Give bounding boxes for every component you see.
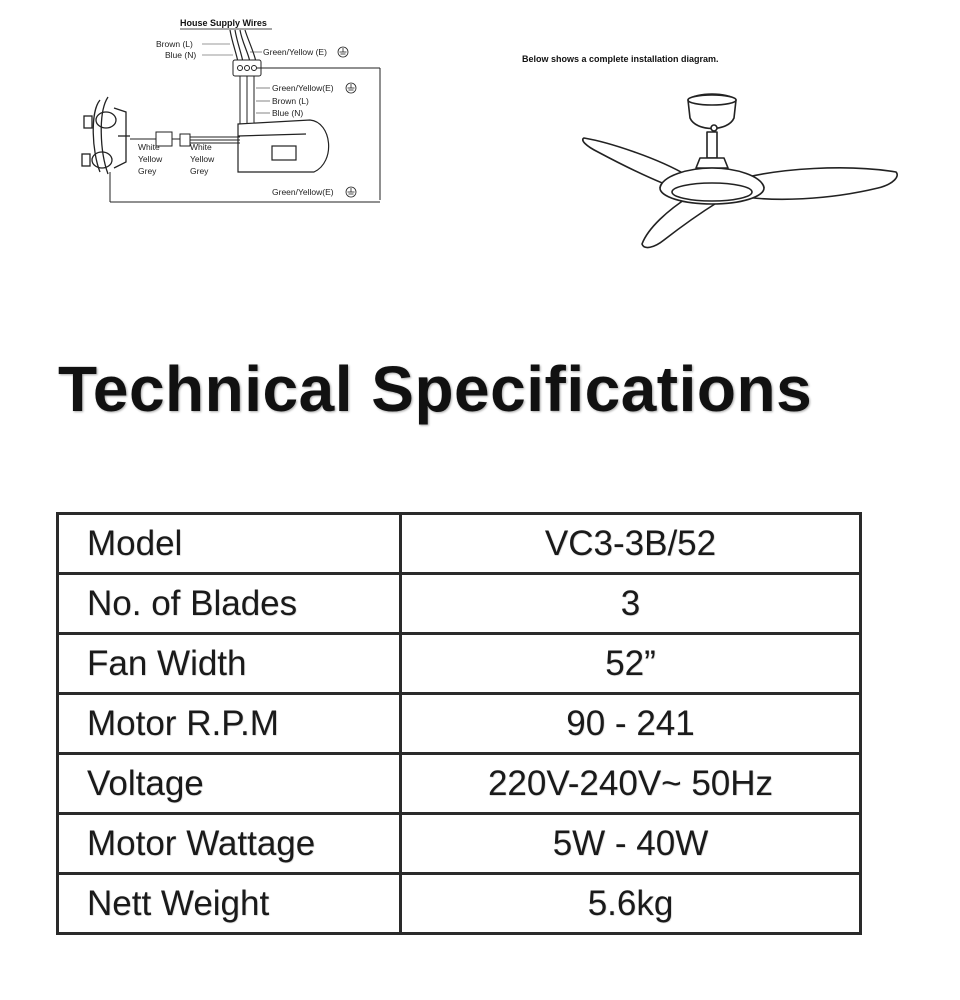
spec-value: 3 — [401, 574, 861, 634]
svg-text:Yellow: Yellow — [190, 154, 215, 164]
svg-text:Brown (L): Brown (L) — [156, 39, 193, 49]
earth-icon — [338, 47, 348, 57]
spec-label: Model — [58, 514, 401, 574]
svg-text:Green/Yellow(E): Green/Yellow(E) — [272, 187, 334, 197]
svg-text:Grey: Grey — [190, 166, 209, 176]
svg-text:Blue (N): Blue (N) — [165, 50, 197, 60]
motor-mount-icon — [82, 97, 130, 174]
table-row — [58, 574, 861, 634]
receiver-unit-icon — [238, 120, 329, 172]
page-title: Technical Specifications — [58, 353, 813, 425]
terminal-block — [233, 60, 261, 76]
svg-text:Yellow: Yellow — [138, 154, 163, 164]
spec-label: Voltage — [58, 754, 401, 814]
svg-text:Brown (L): Brown (L) — [272, 96, 309, 106]
table-row — [58, 874, 861, 934]
svg-text:White: White — [190, 142, 212, 152]
table-row — [58, 634, 861, 694]
spec-value: 5W - 40W — [401, 814, 861, 874]
spec-label: Fan Width — [58, 634, 401, 694]
svg-text:Green/Yellow (E): Green/Yellow (E) — [263, 47, 327, 57]
ceiling-fan-icon — [578, 88, 908, 258]
spec-label: Nett Weight — [58, 874, 401, 934]
spec-value: 52” — [401, 634, 861, 694]
wiring-title: House Supply Wires — [180, 18, 267, 28]
spec-label: No. of Blades — [58, 574, 401, 634]
wiring-diagram — [70, 12, 390, 212]
spec-value: VC3-3B/52 — [401, 514, 861, 574]
svg-text:Blue (N): Blue (N) — [272, 108, 304, 118]
installation-caption: Below shows a complete installation diagram. — [522, 54, 719, 64]
table-row — [58, 814, 861, 874]
table-row — [58, 514, 861, 574]
earth-icon — [346, 83, 356, 93]
svg-text:Grey: Grey — [138, 166, 157, 176]
spec-value: 5.6kg — [401, 874, 861, 934]
table-row — [58, 694, 861, 754]
spec-label: Motor R.P.M — [58, 694, 401, 754]
svg-text:Green/Yellow(E): Green/Yellow(E) — [272, 83, 334, 93]
table-row — [58, 754, 861, 814]
spec-value: 220V-240V~ 50Hz — [401, 754, 861, 814]
svg-text:White: White — [138, 142, 160, 152]
supply-wires — [230, 30, 256, 62]
specifications-table — [56, 512, 862, 935]
spec-label: Motor Wattage — [58, 814, 401, 874]
earth-icon — [346, 187, 356, 197]
spec-value: 90 - 241 — [401, 694, 861, 754]
